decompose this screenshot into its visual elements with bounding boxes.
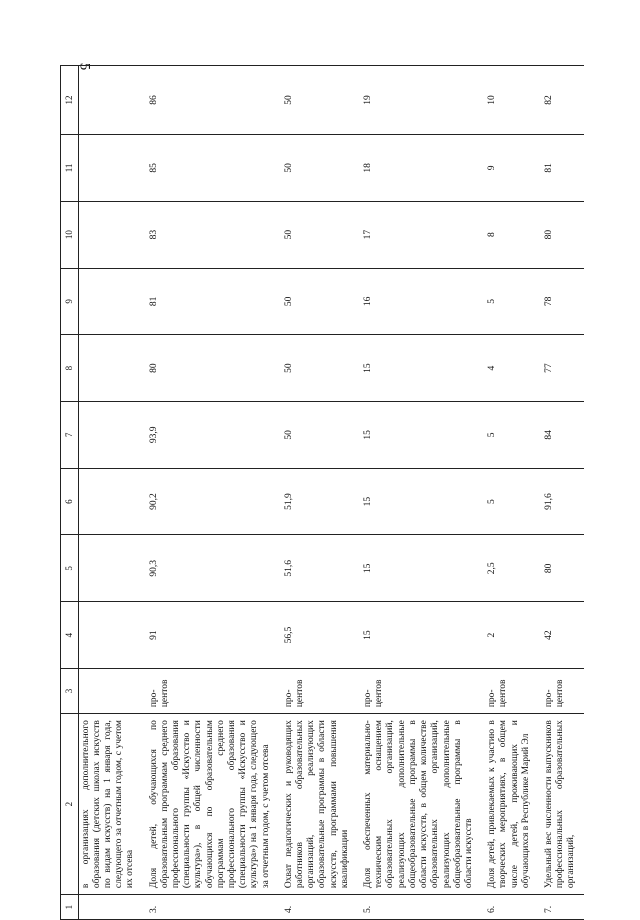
header-row bbox=[61, 66, 79, 920]
indicator-value: 16 bbox=[357, 268, 481, 335]
unit-of-measure: про-центов bbox=[143, 668, 278, 713]
indicator-value: 90,2 bbox=[143, 468, 278, 535]
indicator-value bbox=[78, 401, 143, 468]
indicator-value: 85 bbox=[143, 135, 278, 202]
indicator-description: Охват педагогических и руководящих работников образовательных организаций, реализующих образовательные программы в области искусств, программами повышения квалификации bbox=[278, 714, 357, 895]
indicator-value: 80 bbox=[143, 335, 278, 402]
table-row bbox=[78, 66, 143, 920]
indicator-value: 5 bbox=[481, 268, 538, 335]
indicator-value: 5 bbox=[481, 468, 538, 535]
indicator-description: Доля детей, обучающихся по образовательным программам среднего профессионального образования (специальности группы «Искусство и культура»), в общей численности обучающихся по образовательным программам среднего профессионального образования (специальности группы «Искусство и культура») на 1 января года, следующего за отчетным годом, с учетом отсева bbox=[143, 714, 278, 895]
indicator-value: 50 bbox=[278, 268, 357, 335]
indicator-value: 15 bbox=[357, 535, 481, 602]
indicator-description: Удельный вес численности выпускников профессиональных образовательных организаций, bbox=[538, 714, 584, 895]
column-header-8: 8 bbox=[61, 335, 79, 402]
indicator-value: 81 bbox=[538, 135, 584, 202]
indicator-value: 81 bbox=[143, 268, 278, 335]
column-header-4: 4 bbox=[61, 602, 79, 669]
indicator-value: 50 bbox=[278, 401, 357, 468]
indicator-value bbox=[78, 201, 143, 268]
indicator-value: 15 bbox=[357, 401, 481, 468]
indicator-value: 50 bbox=[278, 135, 357, 202]
indicator-value: 18 bbox=[357, 135, 481, 202]
indicator-description: Доля детей, привлекаемых к участию в творческих мероприятиях, в общем числе детей, проживающих и обучающихся в Республике Марий Эл bbox=[481, 714, 538, 895]
indicator-value bbox=[78, 268, 143, 335]
unit-of-measure: про-центов bbox=[481, 668, 538, 713]
indicator-value bbox=[78, 535, 143, 602]
indicator-value: 50 bbox=[278, 201, 357, 268]
row-number: 7. bbox=[538, 895, 584, 920]
indicator-value: 19 bbox=[357, 66, 481, 135]
indicator-value: 77 bbox=[538, 335, 584, 402]
column-header-3: 3 bbox=[61, 668, 79, 713]
table-row bbox=[481, 66, 538, 920]
indicators-table bbox=[60, 62, 584, 920]
indicator-value: 80 bbox=[538, 535, 584, 602]
indicator-value: 4 bbox=[481, 335, 538, 402]
indicator-value: 91 bbox=[143, 602, 278, 669]
indicator-value: 56,5 bbox=[278, 602, 357, 669]
unit-of-measure bbox=[78, 668, 143, 713]
indicator-value: 15 bbox=[357, 602, 481, 669]
indicator-value: 9 bbox=[481, 135, 538, 202]
column-header-1: 1 bbox=[61, 895, 79, 920]
indicator-value bbox=[78, 468, 143, 535]
indicator-value bbox=[78, 66, 143, 135]
column-header-11: 11 bbox=[61, 135, 79, 202]
row-number: 4. bbox=[278, 895, 357, 920]
indicator-value: 86 bbox=[143, 66, 278, 135]
column-header-5: 5 bbox=[61, 535, 79, 602]
column-header-6: 6 bbox=[61, 468, 79, 535]
page-number: 5 bbox=[76, 62, 93, 71]
indicator-value: 15 bbox=[357, 335, 481, 402]
column-header-10: 10 bbox=[61, 201, 79, 268]
table-sheet bbox=[60, 62, 630, 920]
column-header-7: 7 bbox=[61, 401, 79, 468]
indicator-value bbox=[78, 135, 143, 202]
indicator-value: 15 bbox=[357, 468, 481, 535]
table-row bbox=[143, 66, 278, 920]
row-number: 3. bbox=[143, 895, 278, 920]
indicator-value: 82 bbox=[538, 66, 584, 135]
indicator-value: 51,6 bbox=[278, 535, 357, 602]
indicator-value: 93,9 bbox=[143, 401, 278, 468]
row-number: 6. bbox=[481, 895, 538, 920]
unit-of-measure: про-центов bbox=[278, 668, 357, 713]
indicator-value: 5 bbox=[481, 401, 538, 468]
indicator-value: 90,3 bbox=[143, 535, 278, 602]
table-row bbox=[538, 66, 584, 920]
indicator-value: 83 bbox=[143, 201, 278, 268]
indicator-description: Доля обеспеченных материально-техническим оснащением образовательных организаций, реализующих дополнительные общеобразовательные программы в области искусств, в общем количестве образовательных организаций, реализующих дополнительные общеобразовательные программы в области искусств bbox=[357, 714, 481, 895]
unit-of-measure: про-центов bbox=[538, 668, 584, 713]
table-body bbox=[78, 66, 583, 920]
indicator-value: 50 bbox=[278, 335, 357, 402]
column-header-12: 12 bbox=[61, 66, 79, 135]
table-row bbox=[357, 66, 481, 920]
column-header-2: 2 bbox=[61, 714, 79, 895]
column-header-9: 9 bbox=[61, 268, 79, 335]
indicator-value: 80 bbox=[538, 201, 584, 268]
indicator-value: 17 bbox=[357, 201, 481, 268]
indicator-value: 78 bbox=[538, 268, 584, 335]
unit-of-measure: про-центов bbox=[357, 668, 481, 713]
indicator-value: 84 bbox=[538, 401, 584, 468]
row-number: 5. bbox=[357, 895, 481, 920]
indicator-value: 91,6 bbox=[538, 468, 584, 535]
indicator-value bbox=[78, 602, 143, 669]
indicator-value: 10 bbox=[481, 66, 538, 135]
indicator-value: 42 bbox=[538, 602, 584, 669]
row-number bbox=[78, 895, 143, 920]
indicator-value bbox=[78, 335, 143, 402]
indicator-description: в организациях дополнительного образования (детских школах искусств по видам искусств) на 1 января года, следующего за отчетным годом, с учетом их отсева bbox=[78, 714, 143, 895]
indicator-value: 2 bbox=[481, 602, 538, 669]
indicator-value: 2,5 bbox=[481, 535, 538, 602]
indicator-value: 8 bbox=[481, 201, 538, 268]
table-row bbox=[278, 66, 357, 920]
indicator-value: 51,9 bbox=[278, 468, 357, 535]
indicator-value: 50 bbox=[278, 66, 357, 135]
